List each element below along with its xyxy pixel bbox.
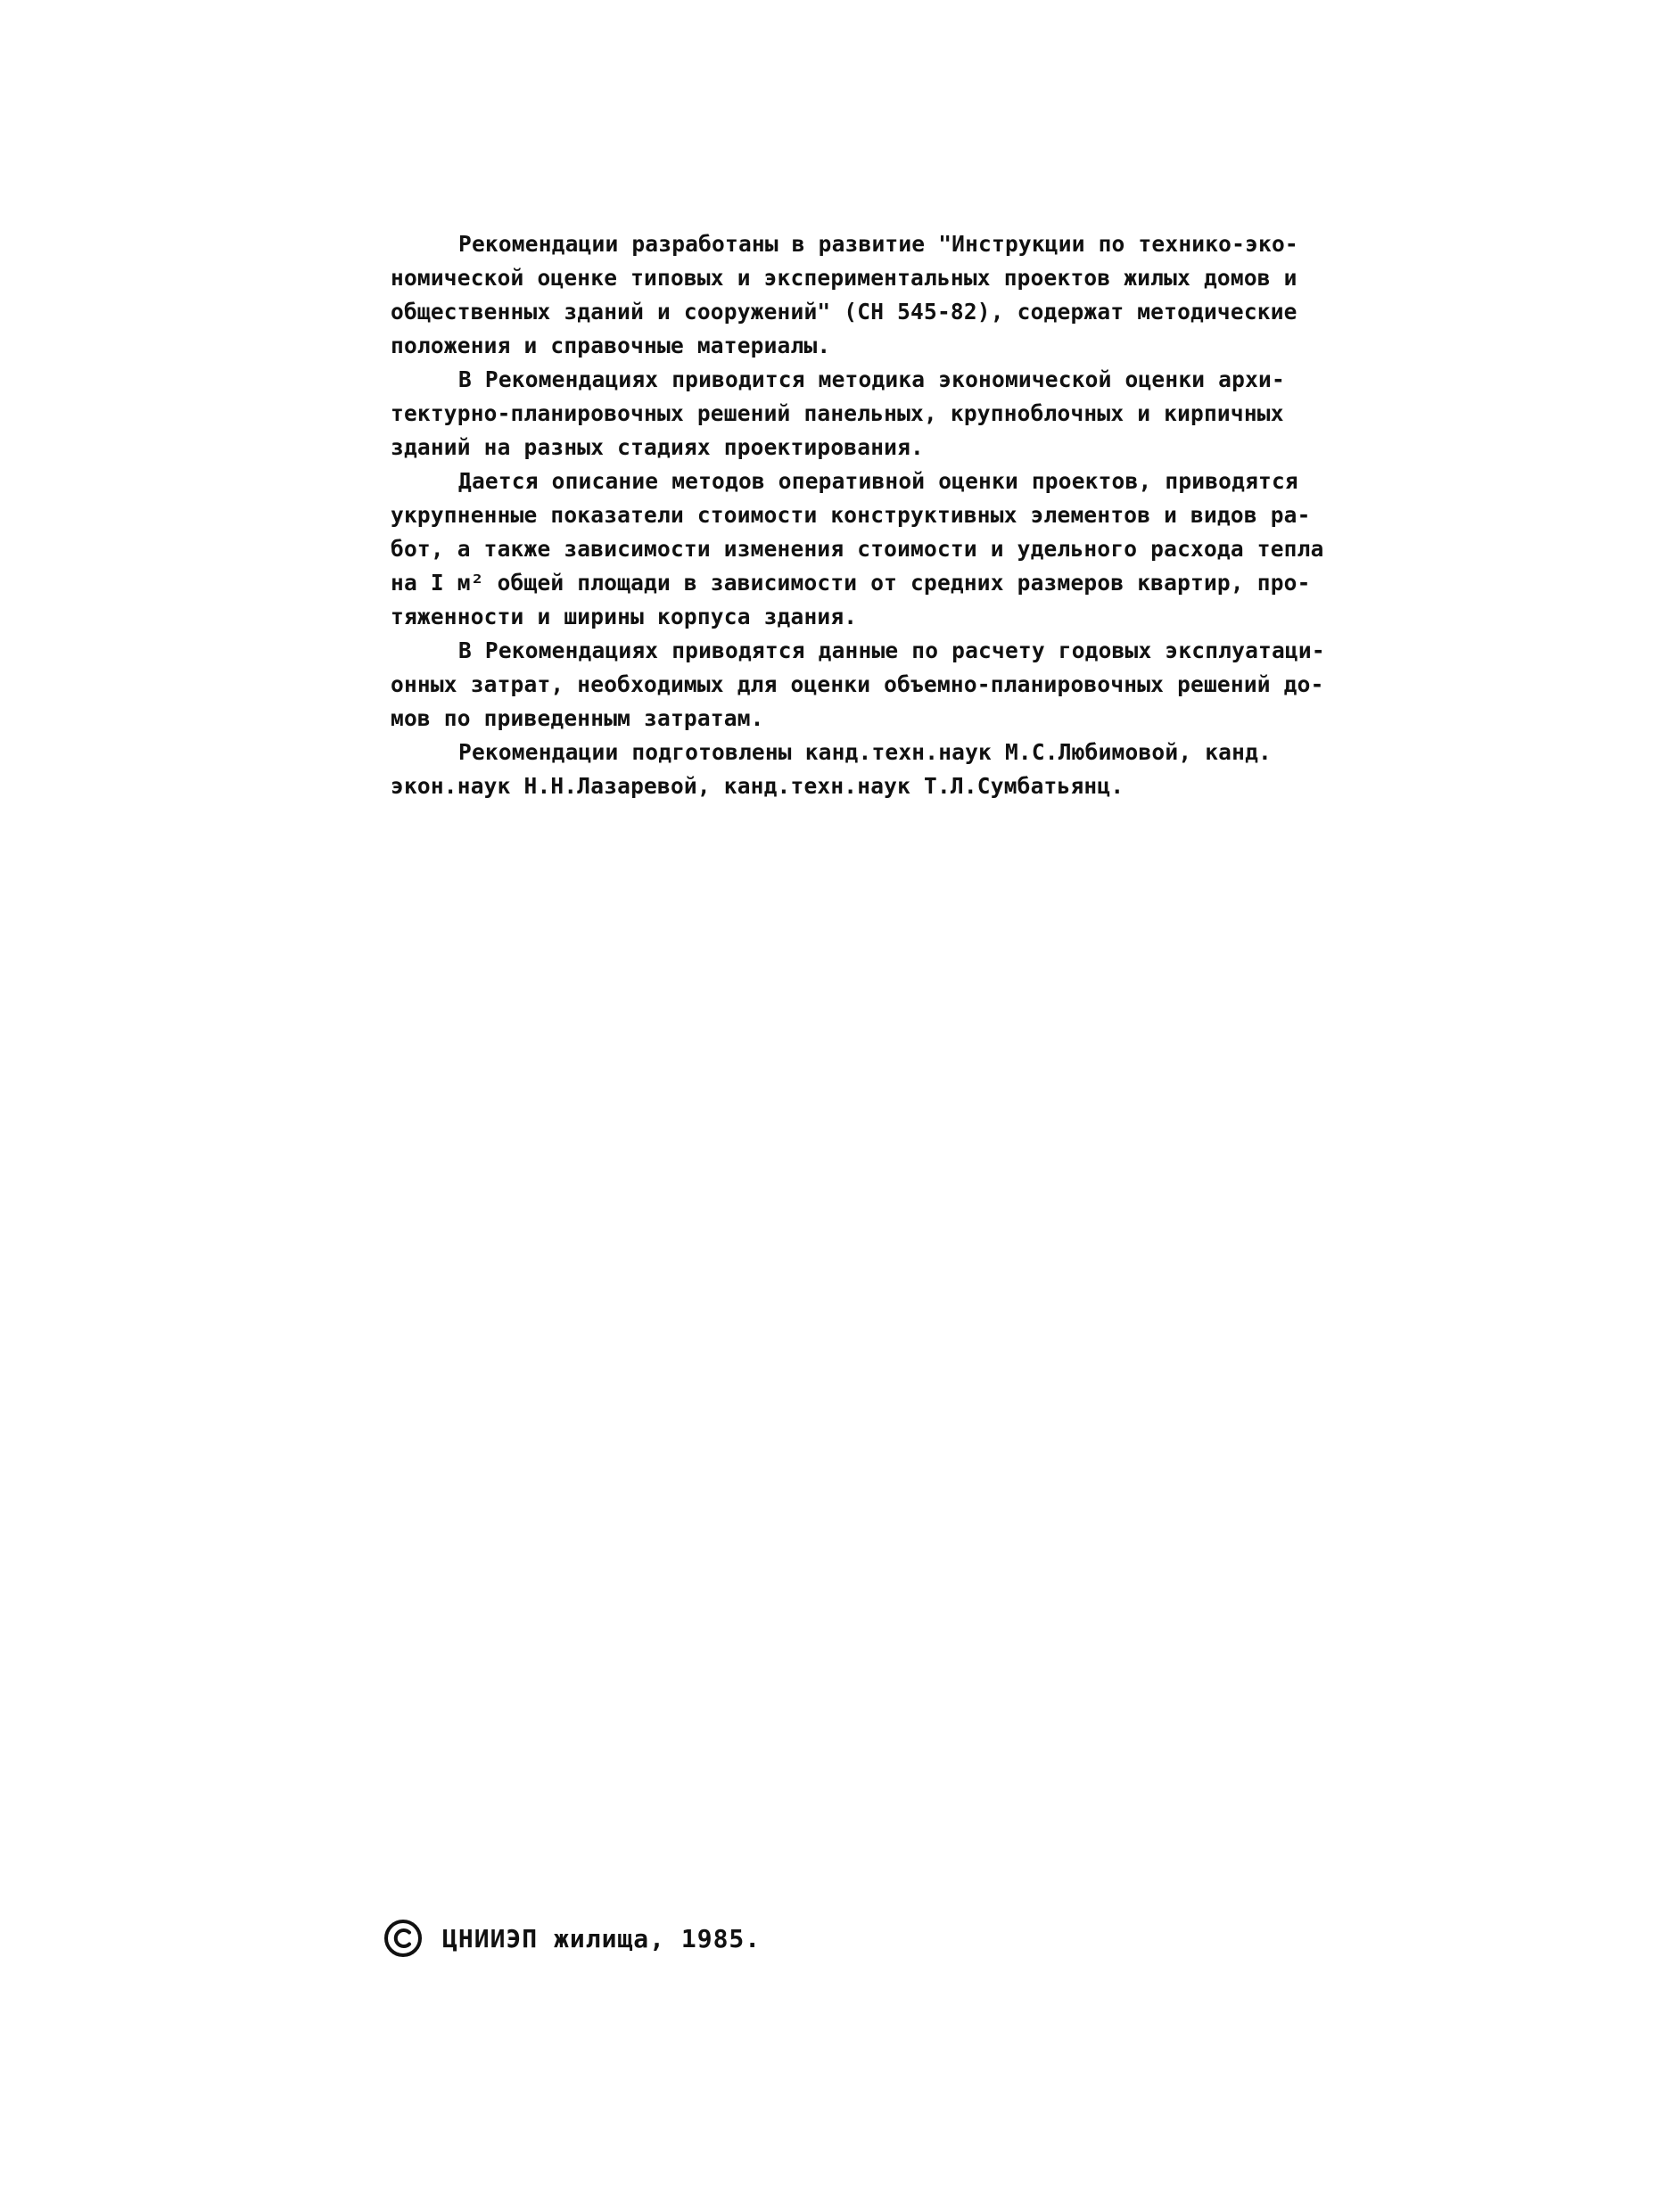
paragraph-1-line-3: общественных зданий и сооружений" (СН 545-82), содержат методические xyxy=(391,299,1297,325)
paragraph-4-line-2: онных затрат, необходимых для оценки объемно-планировочных решений до- xyxy=(391,671,1324,697)
paragraph-3-line-4: на I м² общей площади в зависимости от средних размеров квартир, про- xyxy=(391,570,1311,596)
paragraph-2-line-1: В Рекомендациях приводится методика экономической оценки архи- xyxy=(458,366,1285,392)
paragraph-2-line-2: тектурно-планировочных решений панельных, крупноблочных и кирпичных xyxy=(391,400,1284,426)
paragraph-3-line-2: укрупненные показатели стоимости конструктивных элементов и видов ра- xyxy=(391,502,1311,528)
paragraph-3-line-5: тяженности и ширины корпуса здания. xyxy=(391,604,858,629)
copyright-text: ЦНИИЭП жилища, 1985. xyxy=(442,1923,762,1953)
paragraph-3-line-3: бот, а также зависимости изменения стоимости и удельного расхода тепла xyxy=(391,536,1324,562)
paragraph-5-line-1: Рекомендации подготовлены канд.техн.наук М.С.Любимовой, канд. xyxy=(458,739,1272,765)
paragraph-5-line-2: экон.наук Н.Н.Лазаревой, канд.техн.наук Т.Л.Сумбатьянц. xyxy=(391,773,1124,799)
paragraph-4-line-1: В Рекомендациях приводятся данные по расчету годовых эксплуатаци- xyxy=(458,637,1325,663)
body-text xyxy=(391,227,1354,803)
paragraph-2-line-3: зданий на разных стадиях проектирования. xyxy=(391,434,925,460)
paragraph-4-line-3: мов по приведенным затратам. xyxy=(391,705,764,731)
paragraph-1-line-1: Рекомендации разработаны в развитие "Инструкции по технико-эко- xyxy=(458,231,1298,257)
paragraph-3-line-1: Дается описание методов оперативной оценки проектов, приводятся xyxy=(458,468,1298,494)
copyright-icon xyxy=(383,1919,423,1958)
copyright-footer xyxy=(383,1919,761,1958)
paragraph-1-line-4: положения и справочные материалы. xyxy=(391,333,831,358)
paragraph-1-line-2: номической оценке типовых и экспериментальных проектов жилых домов и xyxy=(391,265,1297,291)
